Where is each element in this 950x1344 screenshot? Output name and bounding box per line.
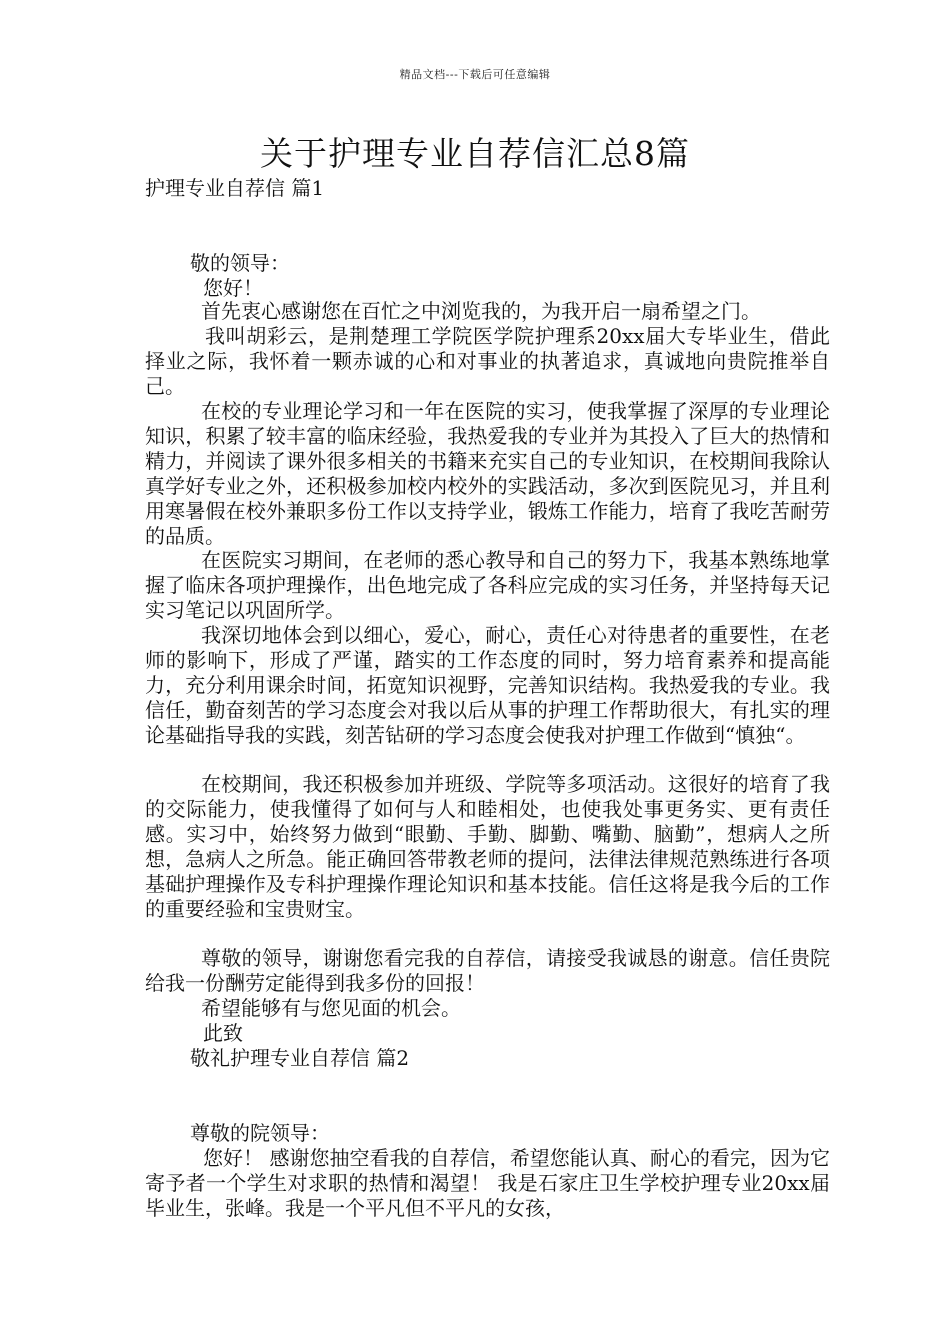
body-paragraph: 我深切地体会到以细心，爱心，耐心，责任心对待患者的重要性，在老师的影响下，形成了严谨，踏实的工作态度的同时，努力培育素养和提高能力，充分利用课余时间，拓宽知识视野，完善知识结构。我热爱我的专业。我信任，勤奋刻苦的学习态度会对我以后从事的护理工作帮助很大，有扎实的理论基础指导我的实践，刻苦钻研的学习态度会使我对护理工作做到“慎独“。 xyxy=(145,623,830,747)
body-paragraph: 在校期间，我还积极参加并班级、学院等多项活动。这很好的培育了我的交际能力，使我懂得了如何与人和睦相处，也使我处事更务实、更有责任感。实习中，始终努力做到“眼勤、手勤、脚勤、嘴勤、脑勤”，想病人之所想，急病人之所急。能正确回答带教老师的提问，法律法律规范熟练进行各项基础护理操作及专科护理操作理论知识和基本技能。信任这将是我今后的工作的重要经验和宝贵财宝。 xyxy=(145,772,830,921)
salutation: 敬的领导： xyxy=(190,251,290,275)
body-paragraph: 此致 xyxy=(203,1021,243,1045)
header-note: 精品文档---下载后可任意编辑 xyxy=(399,68,551,81)
greeting: 您好！ xyxy=(203,276,263,300)
body-paragraph: 您好！ 感谢您抽空看我的自荐信，希望您能认真、耐心的看完，因为它寄予者一个学生对求职的热情和渴望！ 我是石家庄卫生学校护理专业20xx届毕业生，张峰。我是一个平凡但不平凡的女孩， xyxy=(145,1146,830,1220)
section-heading: 护理专业自荐信 篇1 xyxy=(145,176,325,200)
closing-line: 敬礼护理专业自荐信 篇2 xyxy=(190,1046,410,1070)
body-paragraph: 首先衷心感谢您在百忙之中浏览我的，为我开启一扇希望之门。 xyxy=(201,299,761,323)
body-paragraph: 希望能够有与您见面的机会。 xyxy=(201,996,461,1020)
body-paragraph: 尊敬的领导，谢谢您看完我的自荐信，请接受我诚恳的谢意。信任贵院给我一份酬劳定能得到我多份的回报！ xyxy=(145,946,830,995)
body-paragraph: 在校的专业理论学习和一年在医院的实习，使我掌握了深厚的专业理论知识，积累了较丰富的临床经验，我热爱我的专业并为其投入了巨大的热情和精力，并阅读了课外很多相关的书籍来充实自己的专业知识，在校期间我除认真学好专业之外，还积极参加校内校外的实践活动，多次到医院见习，并且利用寒暑假在校外兼职多份工作以支持学业，锻炼工作能力，培育了我吃苦耐劳的品质。 xyxy=(145,399,830,548)
document-title: 关于护理专业自荐信汇总8篇 xyxy=(260,134,690,173)
body-paragraph: 我叫胡彩云，是荆楚理工学院医学院护理系20xx届大专毕业生，借此择业之际，我怀着一颗赤诚的心和对事业的执著追求，真诚地向贵院推举自己。 xyxy=(145,324,830,398)
salutation: 尊敬的院领导： xyxy=(190,1121,330,1145)
body-paragraph: 在医院实习期间，在老师的悉心教导和自己的努力下，我基本熟练地掌握了临床各项护理操作，出色地完成了各科应完成的实习任务，并坚持每天记实习笔记以巩固所学。 xyxy=(145,548,830,622)
